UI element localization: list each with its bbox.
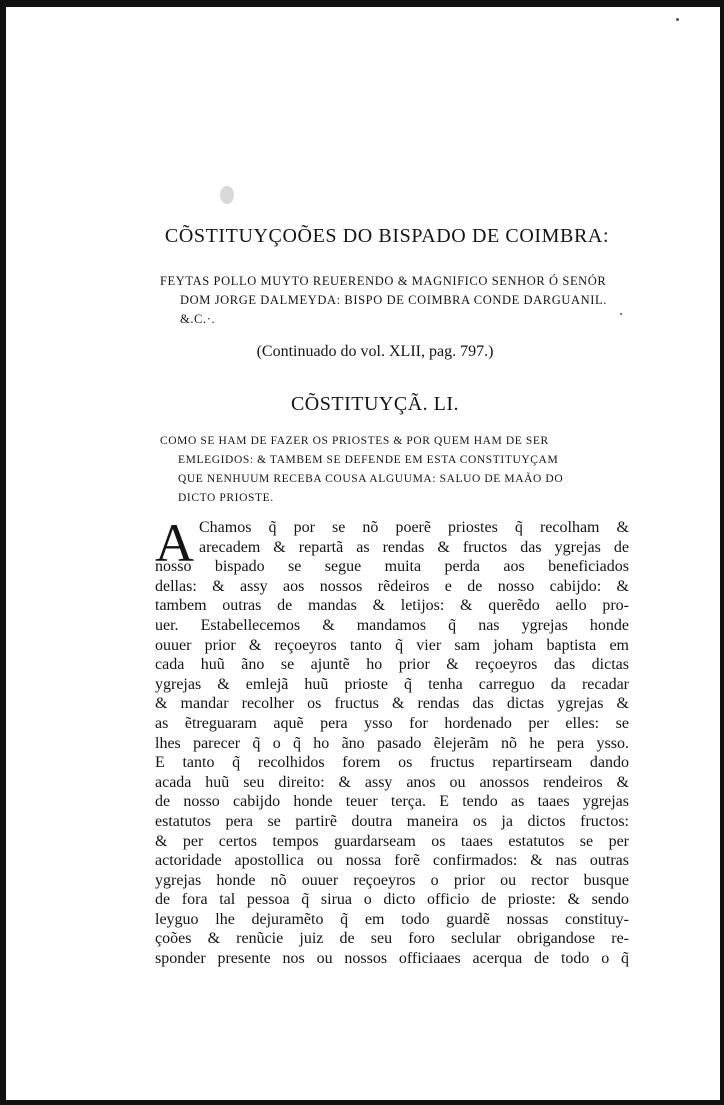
body-line: tambem outras de mandas & letijos: & querẽdo aello pro- <box>155 597 629 615</box>
body-line: uer. Estabellecemos & mandamos q̃ nas ygrejas honde <box>155 616 629 634</box>
body-line: leyguo lhe dejuramẽto q̃ em todo guardẽ nossas constituy- <box>155 910 629 928</box>
speck <box>676 18 679 21</box>
body-line: de fora tal pessoa q̃ sirua o dicto officio de prioste: & sendo <box>155 891 629 909</box>
body-line: sponder presente nos ou nossos officiaaes acerqua de todo o q̃ <box>155 950 629 968</box>
body-line: actoridade apostollica ou nossa forẽ confirmados: & nas outras <box>155 852 629 870</box>
body-line: cada huũ ãno se ajuntẽ ho prior & reçoeyros das dictas <box>155 656 629 674</box>
summary-line: QUE NENHUUM RECEBA COUSA ALGUUMA: SALUO DE MAÃO DO <box>178 473 564 485</box>
chapter-heading: CÕSTITUYÇÃ. LI. <box>290 393 460 415</box>
summary-line: DICTO PRIOSTE. <box>178 492 274 504</box>
body-line: arecadem & repartã as rendas & fructos das ygrejas de <box>199 538 629 556</box>
drop-cap: A <box>155 513 194 573</box>
body-line: çoões & renũcie juiz de seu foro seclular obrigandose re- <box>155 930 629 948</box>
body-line: de nosso cabijdo honde teuer terça. E tendo as taaes ygrejas <box>155 793 629 811</box>
subtitle-line: DOM JORGE DALMEYDA: BISPO DE COIMBRA CONDE DARGUANIL. <box>180 293 607 307</box>
body-line: dellas: & assy aos nossos rẽdeiros e de nosso cabijdo: & <box>155 577 629 595</box>
document-subtitle <box>160 272 640 329</box>
chapter-summary <box>160 432 640 508</box>
body-line: acada huũ seu direito: & assy anos ou anossos rendeiros & <box>155 773 629 791</box>
body-line: Chamos q̃ por se nõ poerẽ priostes q̃ recolham & <box>199 519 629 536</box>
continuation-note: (Continuado do vol. XLII, pag. 797.) <box>256 343 494 360</box>
body-paragraph <box>155 513 629 969</box>
body-line: nosso bispado se segue muita perda aos beneficiados <box>155 558 629 576</box>
subtitle-line: &.C.·. <box>180 312 216 326</box>
body-line: & mandar recolher os fructus & rendas das dictas ygrejas & <box>155 695 629 713</box>
body-line: as ẽtreguaram aquẽ pera ysso for hordenado per elles: se <box>155 714 629 732</box>
body-line: ouuer prior & reçoeyros tanto q̃ vier sam joham baptista em <box>155 636 629 654</box>
summary-line: COMO SE HAM DE FAZER OS PRIOSTES & POR QUEM HAM DE SER <box>160 435 549 447</box>
body-line: estatutos pera se partirẽ doutra maneira os ja dictos fructos: <box>155 812 629 830</box>
document-title: CÕSTITUYÇOÕES DO BISPADO DE COIMBRA: <box>164 225 610 247</box>
summary-line: EMLEGIDOS: & TAMBEM SE DEFENDE EM ESTA CONSTITUYÇAM <box>178 454 559 466</box>
subtitle-line: FEYTAS POLLO MUYTO REUERENDO & MAGNIFICO SENHOR Ó SENÓR <box>160 274 607 288</box>
ink-stain <box>220 186 234 204</box>
body-line: lhes parecer q̃ o q̃ ho ãno pasado ẽlejerãm nõ he pera ysso. <box>155 734 629 752</box>
body-line: E tanto q̃ recolhidos forem os fructus repartirseam dando <box>155 754 629 772</box>
body-line: & per certos tempos guardarseam os taaes estatutos se per <box>155 832 629 850</box>
body-line: ygrejas & emlejã huũ prioste q̃ tenha carreguo da recadar <box>155 675 629 693</box>
body-line: ygrejas honde nõ ouuer reçoeyros o prior ou rector busque <box>155 871 629 889</box>
